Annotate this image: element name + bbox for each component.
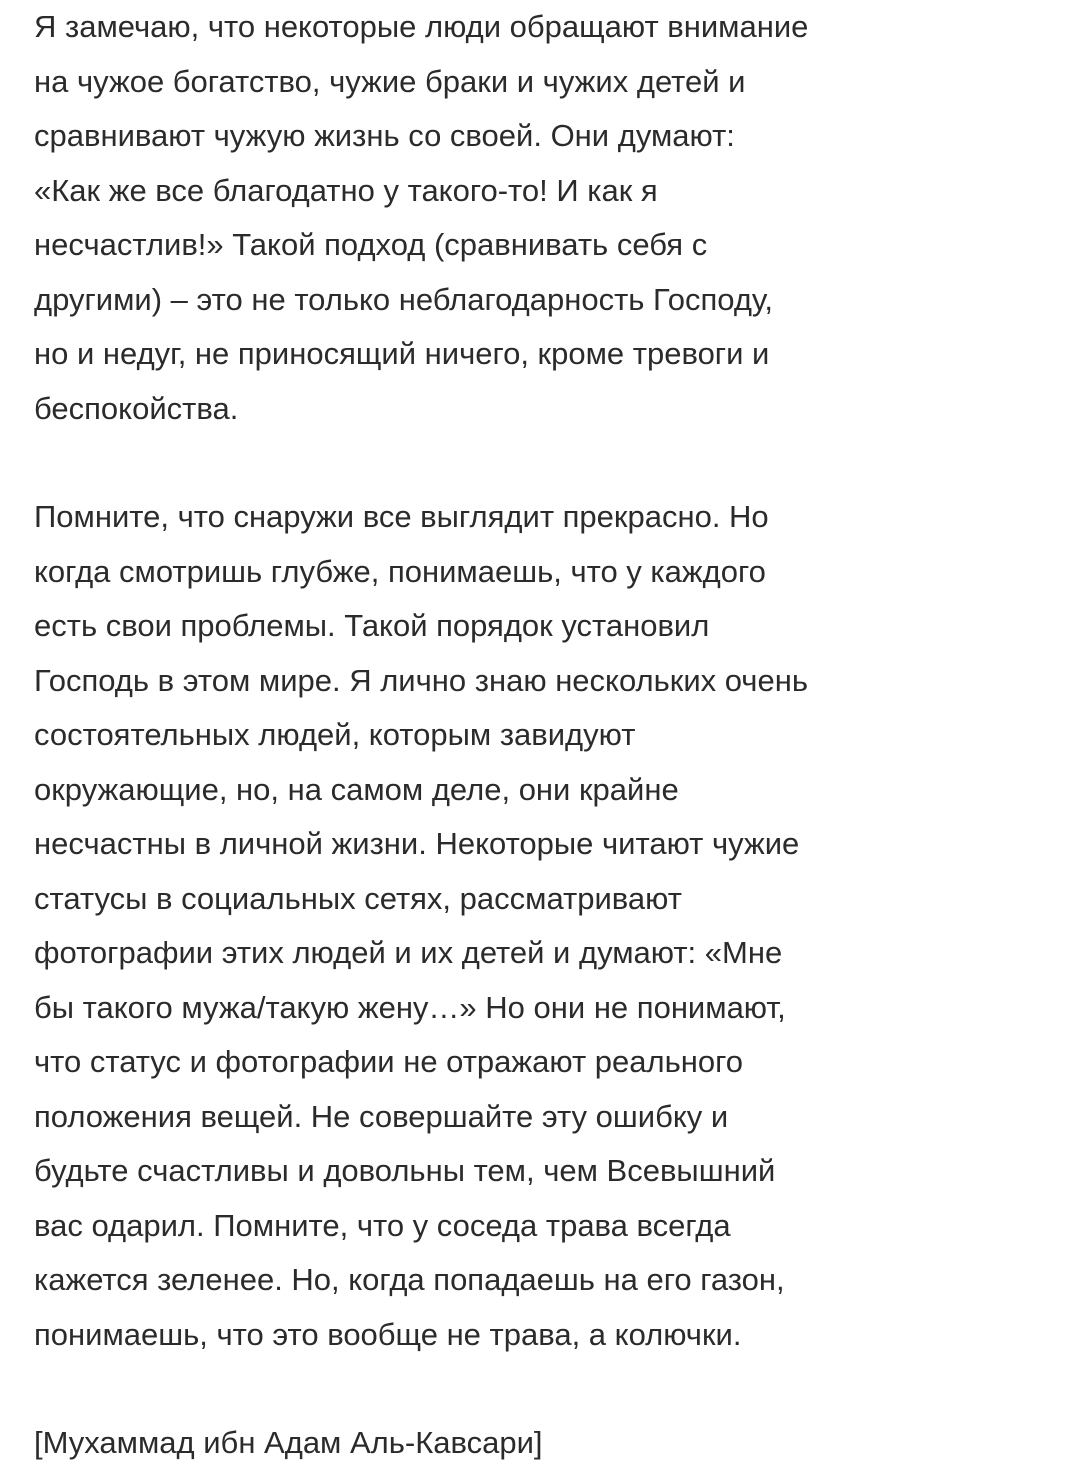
- text-line: «Как же все благодатно у такого-то! И как я: [34, 172, 658, 208]
- text-line: Я замечаю, что некоторые люди обращают внимание: [34, 9, 809, 44]
- text-line: будьте счастливы и довольны тем, чем Всевышний: [34, 1153, 776, 1188]
- text-line: беспокойства.: [34, 390, 239, 426]
- text-line: бы такого мужа/такую жену…» Но они не понимают,: [34, 989, 786, 1025]
- text-line: понимаешь, что это вообще не трава, а колючки.: [34, 1316, 742, 1352]
- text-line: другими) – это не только неблагодарность Господу,: [34, 281, 773, 317]
- text-line: кажется зеленее. Но, когда попадаешь на его газон,: [34, 1262, 785, 1297]
- paragraph-2: [34, 490, 1059, 1362]
- text-line: что статус и фотографии не отражают реального: [34, 1044, 743, 1079]
- text-line: сравнивают чужую жизнь со своей. Они думают:: [34, 118, 735, 153]
- text-line: несчастлив!» Такой подход (сравнивать себя с: [34, 227, 708, 262]
- post-text: [34, 0, 1059, 1471]
- paragraph-1: [34, 0, 1059, 436]
- text-line: вас одарил. Помните, что у соседа трава всегда: [34, 1207, 731, 1243]
- text-line: Господь в этом мире. Я лично знаю нескольких очень: [34, 662, 808, 698]
- text-line: состоятельных людей, которым завидуют: [34, 717, 636, 752]
- author-signature: [Мухаммад ибн Адам Аль-Кавсари]: [34, 1425, 543, 1460]
- text-line: окружающие, но, на самом деле, они крайне: [34, 771, 679, 807]
- text-line: статусы в социальных сетях, рассматривают: [34, 880, 682, 916]
- text-line: есть свои проблемы. Такой порядок установил: [34, 608, 710, 643]
- text-line: Помните, что снаружи все выглядит прекрасно. Но: [34, 499, 769, 534]
- text-line: на чужое богатство, чужие браки и чужих детей и: [34, 63, 746, 99]
- text-line: несчастны в личной жизни. Некоторые читают чужие: [34, 826, 800, 861]
- text-line: когда смотришь глубже, понимаешь, что у каждого: [34, 553, 766, 589]
- text-line: фотографии этих людей и их детей и думают: «Мне: [34, 935, 783, 970]
- text-line: но и недуг, не приносящий ничего, кроме тревоги и: [34, 336, 770, 371]
- text-line: положения вещей. Не совершайте эту ошибку и: [34, 1098, 729, 1134]
